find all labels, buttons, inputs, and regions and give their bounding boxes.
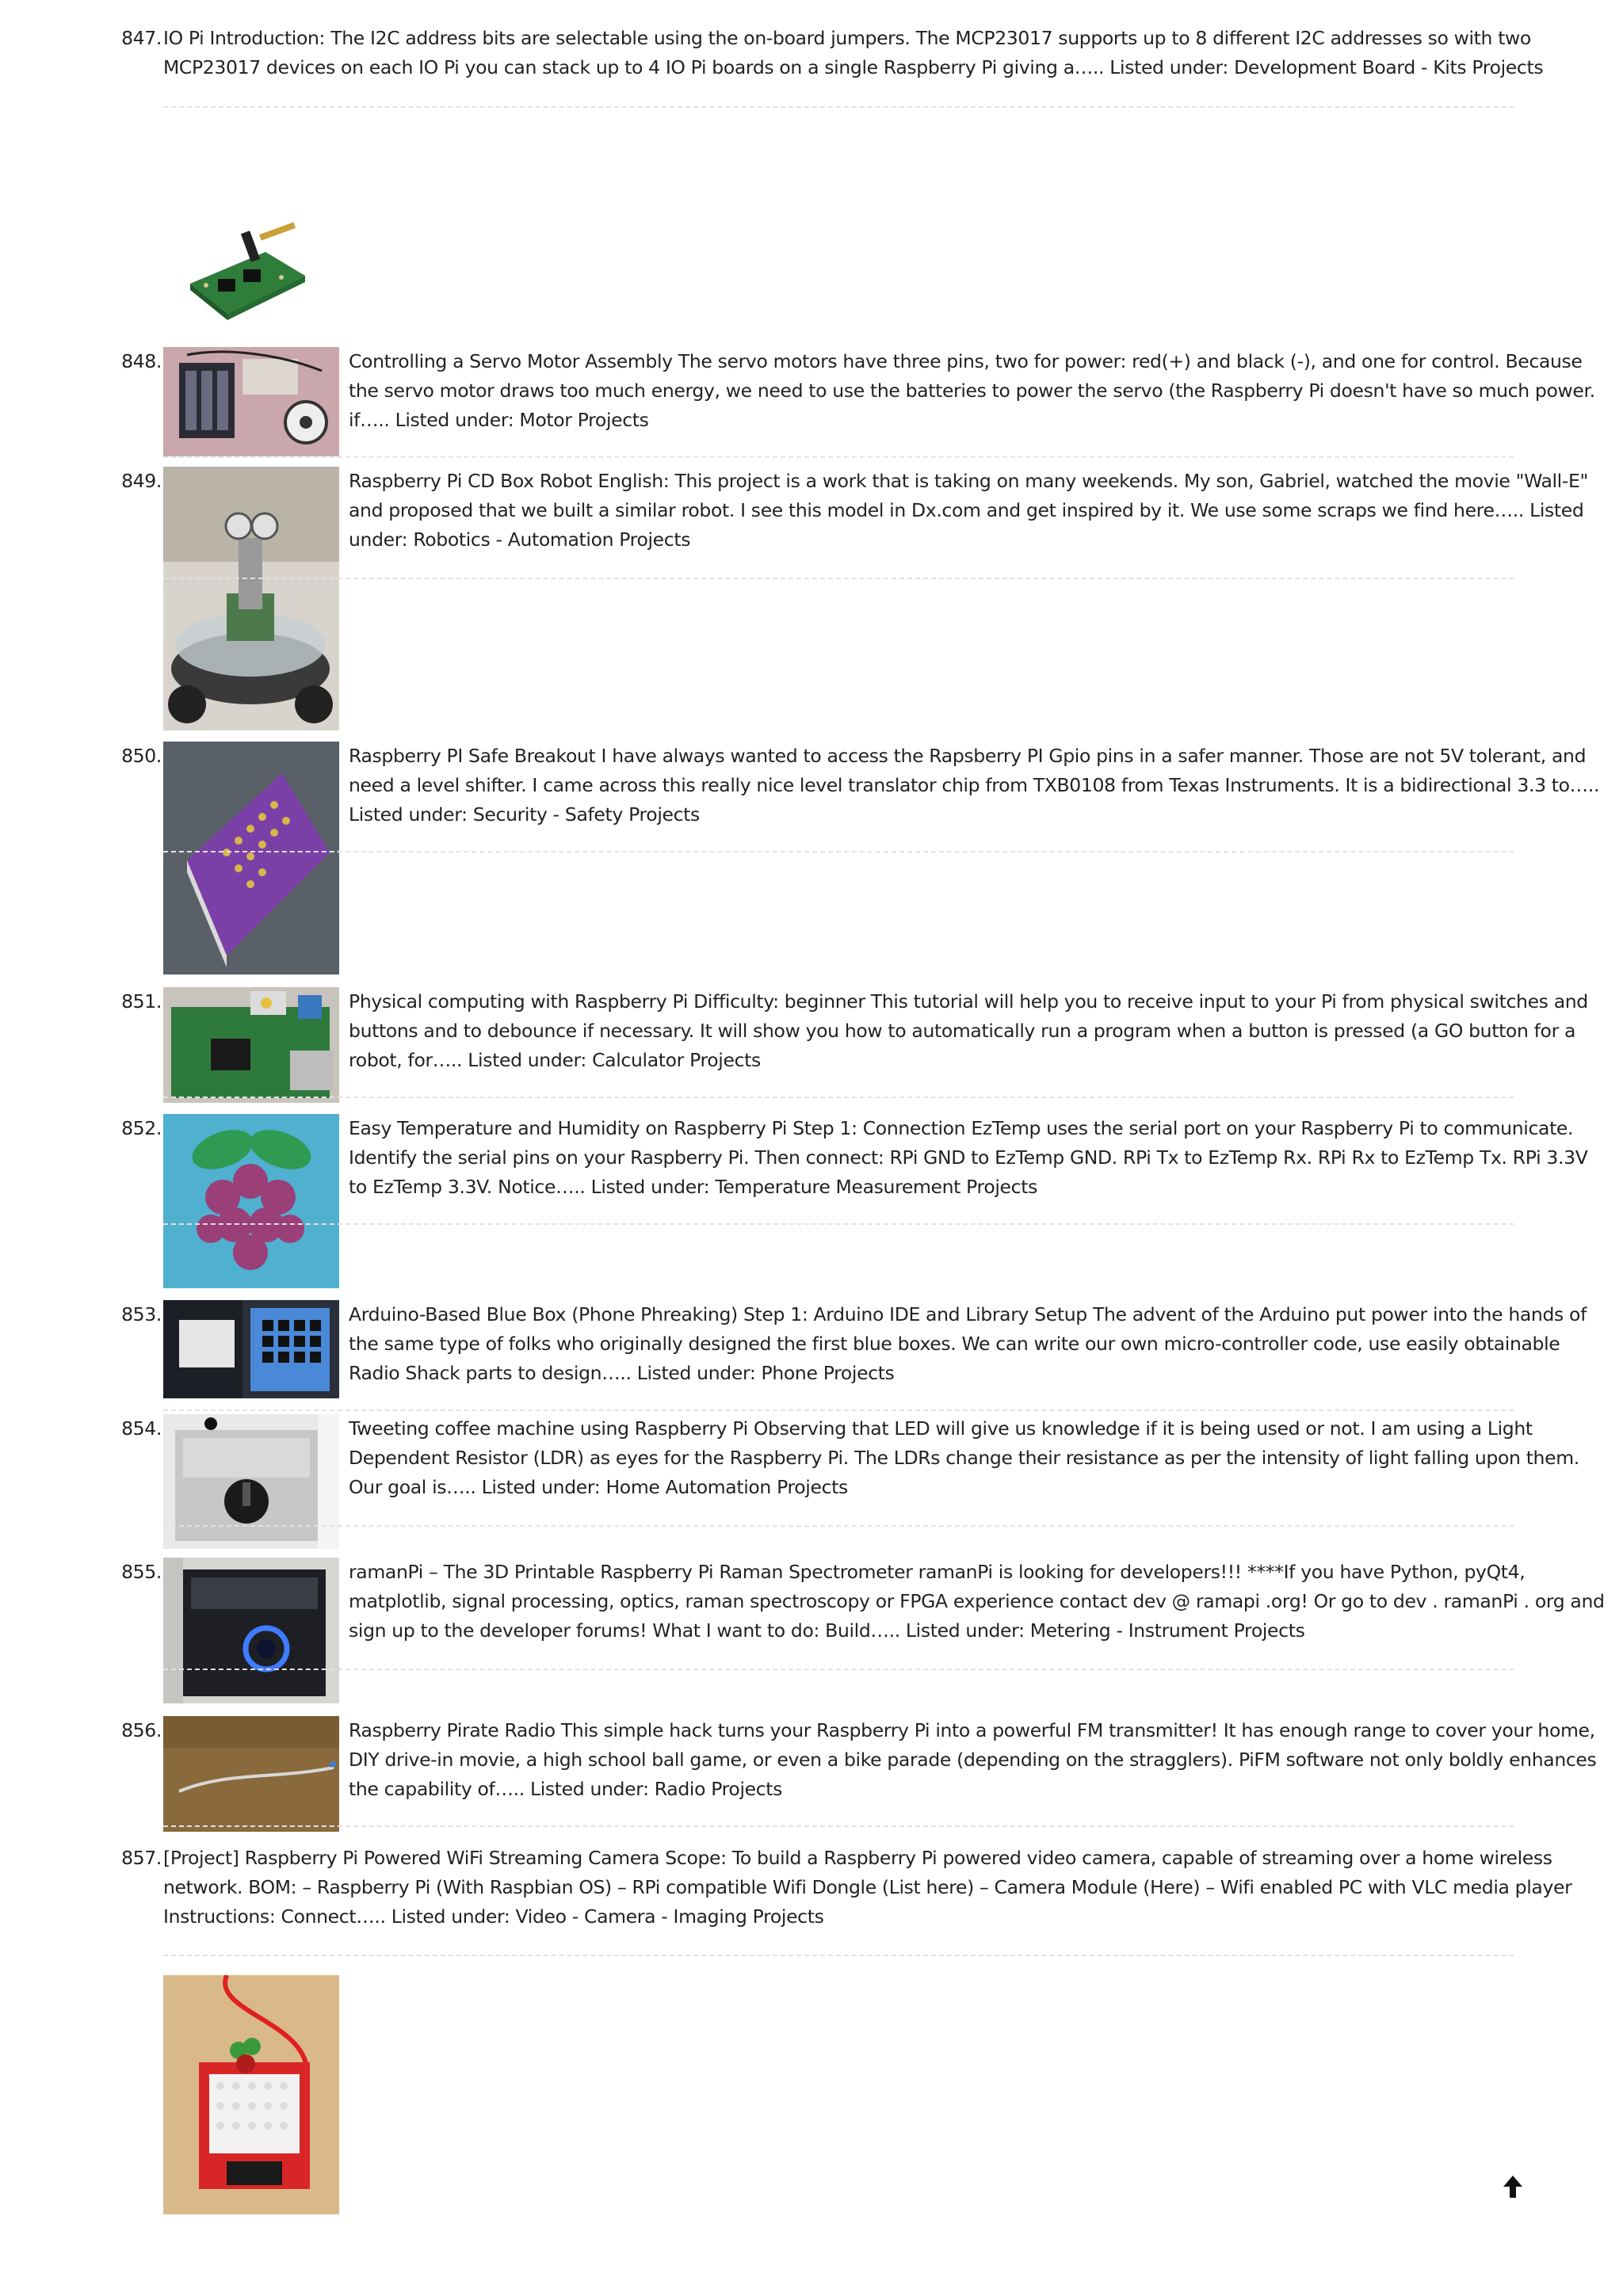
description-line: [Project] Raspberry Pi Powered WiFi Streaming Camera Scope: To build a Raspberry Pi powered video camera, capable of streaming over a home wireless [163, 1847, 1552, 1869]
description-line: under: Robotics - Automation Projects [349, 528, 691, 551]
separator [163, 1097, 1514, 1098]
list-item [121, 742, 1600, 975]
description-line: if….. Listed under: Motor Projects [349, 409, 649, 431]
description-line: IO Pi Introduction: The I2C address bits are selectable using the on-board jumpers. The MCP23017 supports up to 8 different I2C addresses so with two [163, 27, 1531, 49]
item-description[interactable] [349, 1414, 1579, 1502]
separator [163, 851, 1514, 852]
description-line: the capability of….. Listed under: Radio Projects [349, 1778, 783, 1800]
item-number: 853. [121, 1303, 162, 1325]
thumbnail-image[interactable] [163, 1300, 339, 1398]
description-line: Raspberry PI Safe Breakout I have always wanted to access the Rapsberry PI Gpio pins in a safer manner. Those are not 5V tolerant, and [349, 745, 1587, 767]
item-description[interactable] [349, 347, 1595, 435]
description-line: Easy Temperature and Humidity on Raspberry Pi Step 1: Connection EzTemp uses the serial port on your Raspberry Pi to communicate. [349, 1117, 1574, 1139]
description-line: Arduino-Based Blue Box (Phone Phreaking) Step 1: Arduino IDE and Library Setup The advent of the Arduino put power into the hands of [349, 1303, 1587, 1325]
description-line: the servo motor draws too much energy, we need to use the batteries to power the servo (the Raspberry Pi doesn't have so much power. [349, 379, 1595, 402]
item-description[interactable] [163, 1844, 1571, 1932]
thumbnail-image[interactable] [163, 1114, 339, 1288]
item-description[interactable] [349, 1558, 1605, 1646]
list-item [121, 467, 1588, 730]
item-description[interactable] [349, 1300, 1587, 1388]
description-line: the same type of folks who originally designed the first blue boxes. We can write our own micro-controller code, use easily obtainable [349, 1333, 1560, 1355]
list-item [121, 1114, 1588, 1289]
thumbnail-image[interactable] [163, 347, 339, 456]
list-item [121, 1716, 1597, 1833]
separator [163, 1525, 1514, 1527]
separator [163, 106, 1514, 108]
thumbnail-image[interactable] [163, 1414, 339, 1549]
list-item [121, 1844, 1572, 2216]
description-line: Radio Shack parts to design….. Listed under: Phone Projects [349, 1362, 895, 1384]
scroll-to-top-button[interactable] [1501, 2172, 1525, 2201]
description-line: Tweeting coffee machine using Raspberry Pi Observing that LED will give us knowledge if it is being used or not. I am using a Light [349, 1417, 1533, 1440]
description-line: Listed under: Security - Safety Projects [349, 803, 700, 826]
thumbnail-image[interactable] [163, 1975, 339, 2214]
item-description[interactable] [349, 1114, 1587, 1202]
description-line: sign up to the developer forums! What I want to do: Build….. Listed under: Metering - Instrument Projects [349, 1619, 1305, 1642]
item-number: 856. [121, 1719, 162, 1741]
list-item [121, 1414, 1579, 1550]
description-line: Raspberry Pirate Radio This simple hack turns your Raspberry Pi into a powerful FM transmitter! It has enough range to cover your home, [349, 1719, 1595, 1741]
description-line: to EzTemp 3.3V. Notice….. Listed under: Temperature Measurement Projects [349, 1176, 1037, 1198]
item-number: 852. [121, 1117, 162, 1139]
description-line: ramanPi – The 3D Printable Raspberry Pi Raman Spectrometer ramanPi is looking for developers!!! ****If you have Python, pyQt4, [349, 1561, 1526, 1583]
item-number: 857. [121, 1847, 162, 1869]
item-number: 851. [121, 990, 162, 1013]
description-line: Dependent Resistor (LDR) as eyes for the Raspberry Pi. The LDRs change their resistance as per the intensity of light falling upon them. [349, 1447, 1579, 1469]
item-description[interactable] [349, 987, 1588, 1075]
separator [163, 1669, 1514, 1670]
thumbnail-image[interactable] [163, 1716, 339, 1832]
list-item [121, 987, 1588, 1104]
item-number: 847. [121, 27, 162, 49]
item-description[interactable] [349, 1716, 1596, 1804]
thumbnail-image[interactable] [170, 190, 321, 341]
list-item [121, 24, 1544, 329]
description-line: matplotlib, signal processing, optics, raman spectroscopy or FPGA experience contact dev @ ramapi .org! Or go to dev . ramanPi . org and [349, 1590, 1605, 1612]
description-line: robot, for….. Listed under: Calculator Projects [349, 1049, 761, 1071]
up-arrow-icon [1501, 2189, 1525, 2204]
item-description[interactable] [349, 467, 1588, 555]
separator [163, 456, 1514, 458]
description-line: need a level shifter. I came across this really nice level translator chip from TXB0108 from Texas Instruments. It is a bidirectional 3.3 to….. [349, 774, 1600, 796]
separator [163, 1409, 1514, 1411]
thumbnail-image[interactable] [163, 1558, 339, 1703]
description-line: Instructions: Connect….. Listed under: Video - Camera - Imaging Projects [163, 1905, 824, 1928]
item-number: 848. [121, 350, 162, 372]
description-line: Controlling a Servo Motor Assembly The servo motors have three pins, two for power: red(+) and black (-), and one for control. Because [349, 350, 1583, 372]
description-line: DIY drive-in movie, a high school ball game, or even a bike parade (depending on the stragglers). PiFM software not only boldly enhances [349, 1749, 1597, 1771]
item-number: 849. [121, 470, 162, 492]
description-line: Raspberry Pi CD Box Robot English: This project is a work that is taking on many weekends. My son, Gabriel, watched the movie "Wall-E" [349, 470, 1588, 492]
description-line: MCP23017 devices on each IO Pi you can stack up to 4 IO Pi boards on a single Raspberry Pi giving a….. Listed under: Development Board - Kits Projects [163, 56, 1544, 78]
description-line: Identify the serial pins on your Raspberry Pi. Then connect: RPi GND to EzTemp GND. RPi Tx to EzTemp Rx. RPi Rx to EzTemp Tx. RPi 3.3V [349, 1146, 1588, 1169]
list-item [121, 1300, 1587, 1413]
list-item [121, 347, 1595, 458]
item-description[interactable] [163, 24, 1543, 82]
description-line: network. BOM: – Raspberry Pi (With Raspbian OS) – RPi compatible Wifi Dongle (List here) – Camera Module (Here) – Wifi enabled PC with VLC media player [163, 1876, 1572, 1898]
separator [163, 578, 1514, 579]
item-number: 850. [121, 745, 162, 767]
item-description[interactable] [349, 742, 1599, 830]
description-line: buttons and to debounce if necessary. It will show you how to automatically run a program when a button is pressed (a GO button for a [349, 1020, 1576, 1042]
thumbnail-image[interactable] [163, 742, 339, 974]
thumbnail-image[interactable] [163, 467, 339, 730]
thumbnail-image[interactable] [163, 987, 339, 1103]
separator [163, 1825, 1514, 1827]
description-line: Physical computing with Raspberry Pi Difficulty: beginner This tutorial will help you to receive input to your Pi from physical switches and [349, 990, 1588, 1013]
separator [163, 1955, 1514, 1956]
list-item [121, 1558, 1605, 1704]
description-line: Our goal is….. Listed under: Home Automation Projects [349, 1476, 848, 1498]
item-number: 855. [121, 1561, 162, 1583]
separator [163, 1223, 1514, 1225]
item-number: 854. [121, 1417, 162, 1440]
description-line: and proposed that we built a similar robot. I see this model in Dx.com and get inspired by it. We use some scraps we find here….. Listed [349, 499, 1584, 521]
